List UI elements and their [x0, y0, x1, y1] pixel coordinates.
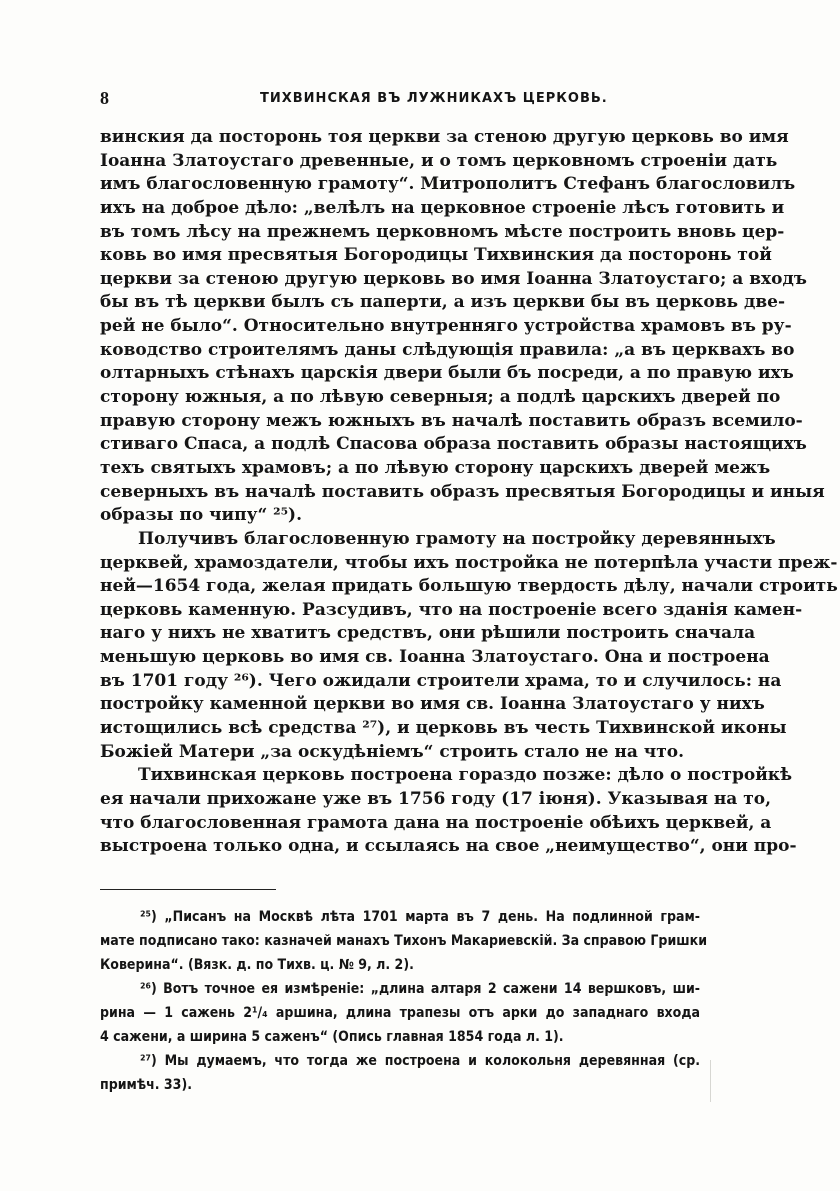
text-line: северныхъ въ началѣ поставить образъ пресвятыя Богородицы и иныя — [100, 481, 825, 502]
text-line: церкви за стеною другую церковь во имя Іоанна Златоустаго; а входъ — [100, 268, 807, 289]
text-line: Іоанна Златоустаго древенные, и о томъ церковномъ строеніи дать — [100, 150, 778, 171]
text-line: въ 1701 году ²⁶). Чего ожидали строители храма, то и случилось: на — [100, 670, 782, 691]
text-line: церквей, храмоздатели, чтобы ихъ постройка не потерпѣла участи преж- — [100, 552, 838, 573]
page-header — [100, 88, 700, 112]
text-line: стиваго Спаса, а подлѣ Спасова образа поставить образы настоящихъ — [100, 434, 807, 455]
text-line: Получивъ благословенную грамоту на постройку деревянныхъ — [138, 528, 776, 549]
text-line: въ томъ лѣсу на прежнемъ церковномъ мѣсте построить вновь цер- — [100, 221, 785, 242]
text-line: правую сторону межъ южныхъ въ началѣ поставить образъ всемило- — [100, 410, 803, 431]
text-line: выстроена только одна, и ссылаясь на свое „неимущество“, они про- — [100, 836, 797, 857]
text-line: техъ святыхъ храмовъ; а по лѣвую сторону царскихъ дверей межъ — [100, 457, 771, 478]
footnote-divider — [100, 889, 276, 890]
text-line: сторону южныя, а по лѣвую северныя; а подлѣ царскихъ дверей по — [100, 387, 781, 408]
text-line: винския да посторонь тоя церкви за стеною другую церковь во имя — [100, 127, 789, 147]
text-line: рей не было“. Относительно внутренняго устройства храмовъ въ ру- — [100, 316, 792, 337]
running-title: ТИХВИНСКАЯ ВЪ ЛУЖНИКАХЪ ЦЕРКОВЬ. — [260, 91, 608, 106]
text-line: ихъ на доброе дѣло: „велѣлъ на церковное строеніе лѣсъ готовить и — [100, 197, 785, 218]
footnote-line: мате подписано тако: казначей манахъ Тихонъ Макариевскій. За справою Гришки — [100, 933, 708, 949]
text-line: истощились всѣ средства ²⁷), и церковь въ честь Тихвинской иконы — [100, 718, 787, 739]
text-line: ководство строителямъ даны слѣдующія правила: „а въ церквахъ во — [100, 339, 795, 360]
text-line: ея начали прихожане уже въ 1756 году (17 іюня). Указывая на то, — [100, 788, 772, 809]
footnote-line: ²⁵) „Писанъ на Москвѣ лѣта 1701 марта въ 7 день. На подлинной грам- — [140, 909, 700, 925]
text-line: имъ благословенную грамоту“. Митрополитъ Стефанъ благословилъ — [100, 174, 796, 195]
page-number: 8 — [100, 88, 109, 108]
text-line: олтарныхъ стѣнахъ царскія двери были бъ посреди, а по правую ихъ — [100, 363, 794, 384]
footnote-line: примѣч. 33). — [100, 1077, 192, 1093]
text-line: образы по чипу“ ²⁵). — [100, 505, 303, 526]
footnote-line: ²⁷) Мы думаемъ, что тогда же построена и колокольня деревянная (ср. — [140, 1053, 700, 1069]
text-line: церковь каменную. Разсудивъ, что на построеніе всего зданія камен- — [100, 599, 803, 620]
text-line: меньшую церковь во имя св. Іоанна Златоустаго. Она и построена — [100, 647, 770, 668]
footnote-line: рина — 1 сажень 2¹/₄ аршина, длина трапезы отъ арки до западнаго входа — [100, 1005, 700, 1021]
text-line: бы въ тѣ церкви былъ съ паперти, а изъ церкви бы въ церковь две- — [100, 292, 786, 313]
main-text — [100, 126, 838, 859]
footnotes — [100, 905, 708, 1097]
text-line: Тихвинская церковь построена гораздо позже: дѣло о постройкѣ — [138, 765, 793, 786]
text-line: Божіей Матери „за оскудѣніемъ“ строить стало не на что. — [100, 741, 684, 762]
text-line: постройку каменной церкви во имя св. Іоанна Златоустаго у нихъ — [100, 694, 765, 715]
text-line: ковь во имя пресвятыя Богородицы Тихвинския да посторонь той — [100, 245, 772, 266]
text-line: что благословенная грамота дана на построеніе обѣихъ церквей, а — [100, 812, 772, 833]
scan-margin-mark — [710, 1060, 711, 1102]
text-line: наго у нихъ не хватитъ средствъ, они рѣшили построить сначала — [100, 623, 756, 644]
footnote-line: 4 сажени, а ширина 5 саженъ“ (Опись главная 1854 года л. 1). — [100, 1029, 564, 1045]
text-line: ней—1654 года, желая придать большую твердость дѣлу, начали строить — [100, 576, 838, 597]
footnote-line: ²⁶) Вотъ точное ея измѣреніе: „длина алтаря 2 сажени 14 вершковъ, ши- — [140, 981, 700, 997]
footnote-line: Коверина“. (Вязк. д. по Тихв. ц. № 9, л. 2). — [100, 957, 414, 973]
